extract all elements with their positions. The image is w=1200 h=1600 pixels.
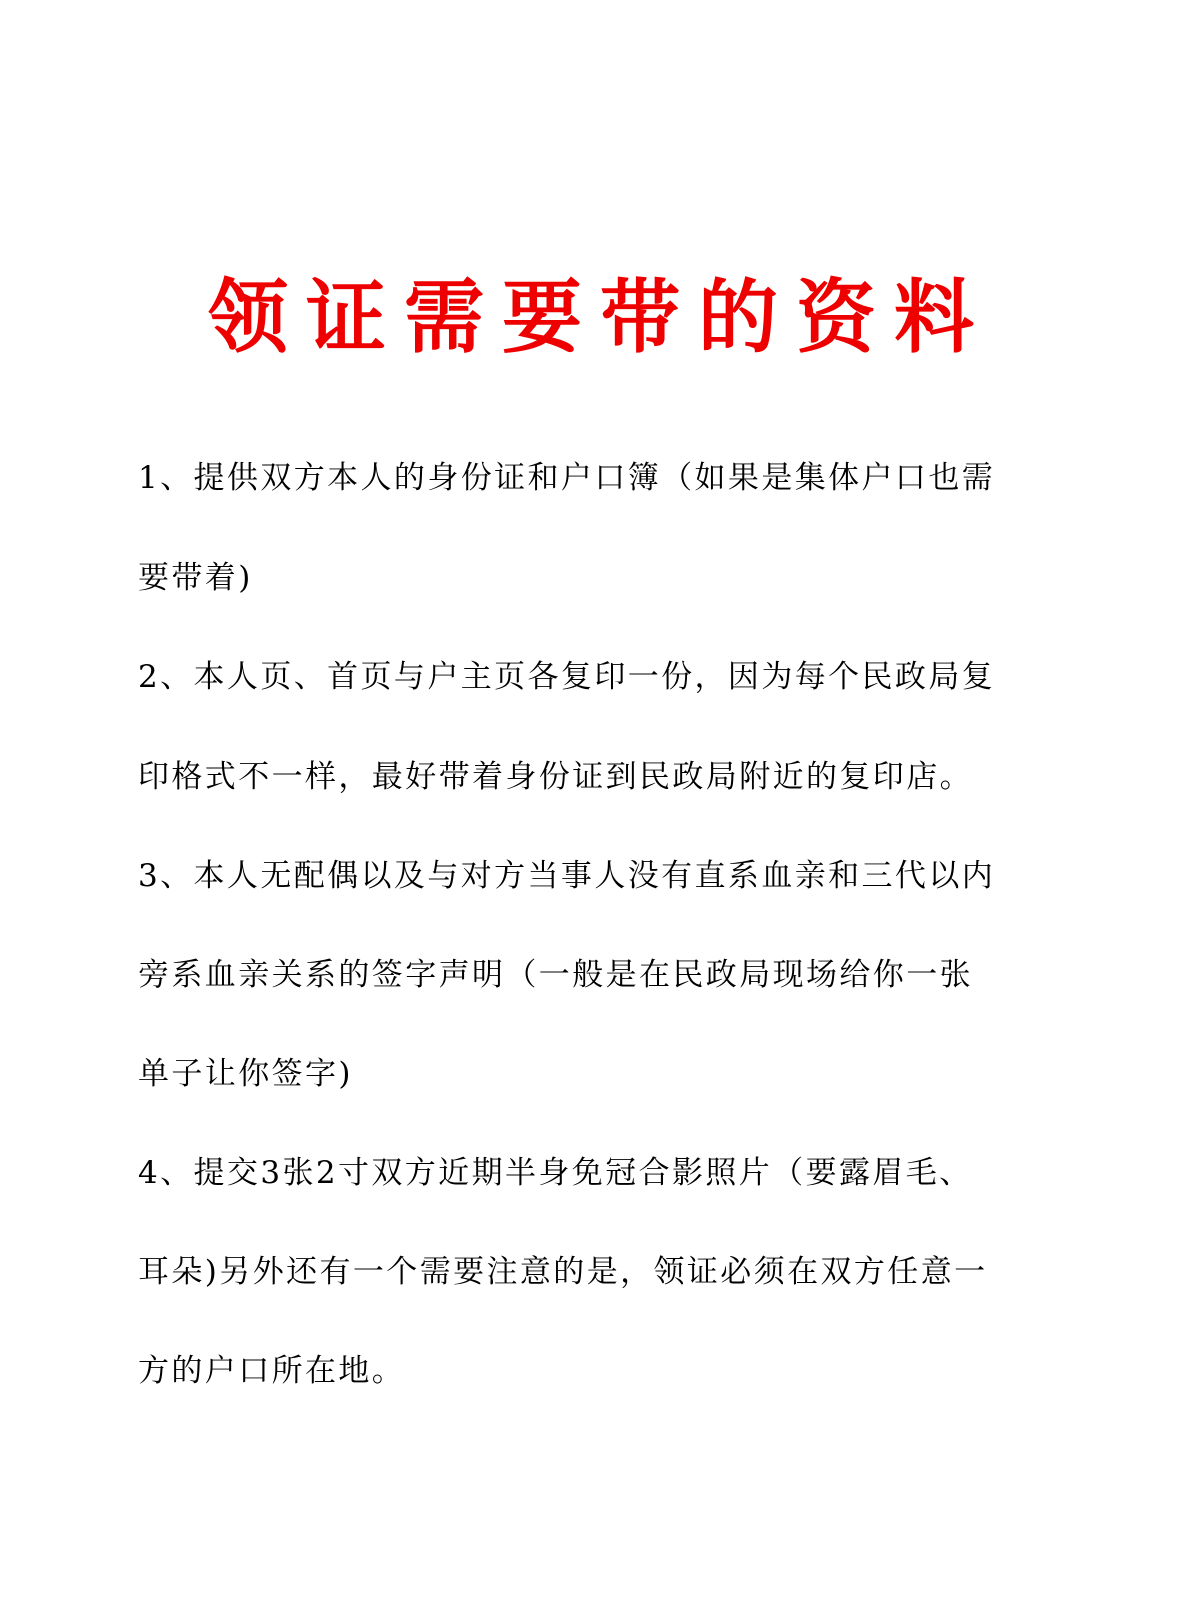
item-4-line-3: 方的户口所在地。 [138, 1353, 406, 1389]
item-1-line-1: 1、提供双方本人的身份证和户口簿（如果是集体户口也需 [138, 460, 996, 496]
item-2-line-2: 印格式不一样，最好带着身份证到民政局附近的复印店。 [138, 759, 973, 795]
item-4-line-2: 耳朵)另外还有一个需要注意的是，领证必须在双方任意一 [138, 1254, 988, 1290]
item-3-line-2: 旁系血亲关系的签字声明（一般是在民政局现场给你一张 [138, 957, 973, 993]
item-4-line-1: 4、提交3张2寸双方近期半身免冠合影照片（要露眉毛、 [138, 1155, 973, 1191]
item-3-line-1: 3、本人无配偶以及与对方当事人没有直系血亲和三代以内 [138, 858, 996, 894]
item-1-line-2: 要带着) [138, 560, 253, 596]
item-2-line-1: 2、本人页、首页与户主页各复印一份，因为每个民政局复 [138, 659, 996, 695]
item-3-line-3: 单子让你签字) [138, 1056, 353, 1092]
document-title: 领证需要带的资料 [208, 271, 992, 364]
